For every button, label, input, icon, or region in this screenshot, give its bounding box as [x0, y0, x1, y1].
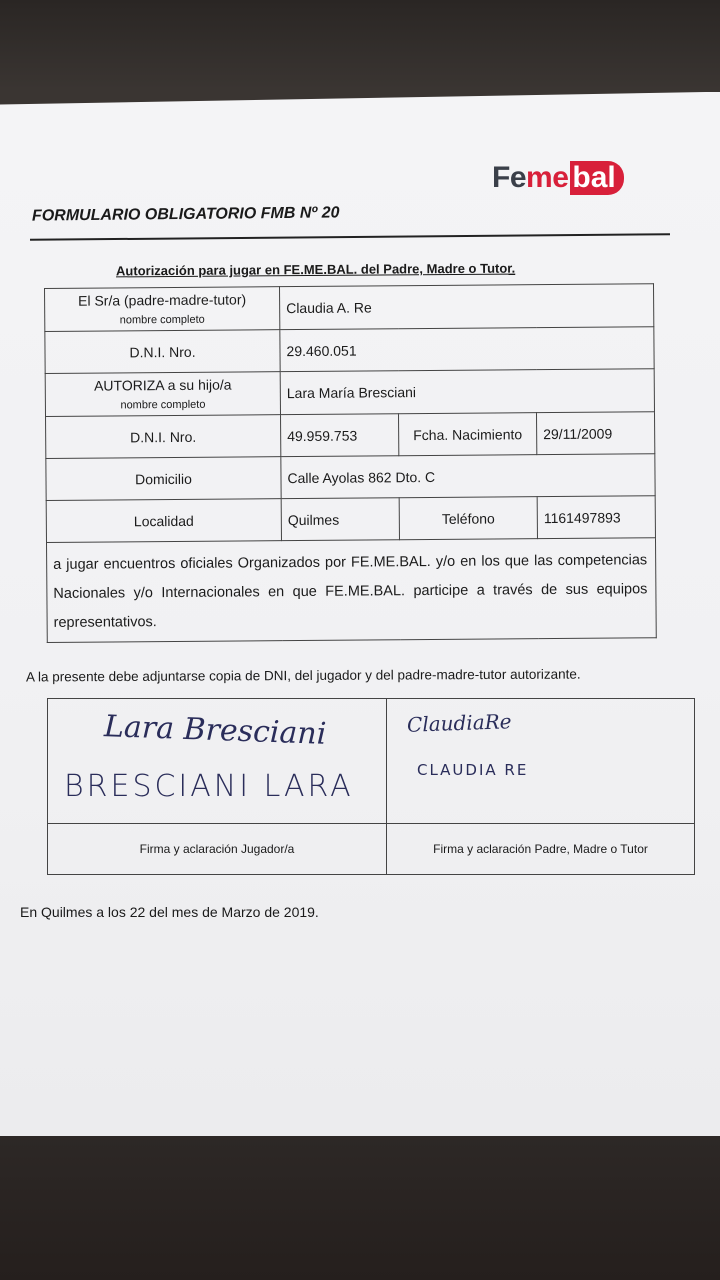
- child-name-value: Lara María Bresciani: [280, 369, 654, 415]
- child-dni-value: 49.959.753: [281, 414, 399, 457]
- parent-dni-label: D.N.I. Nro.: [45, 330, 280, 374]
- parent-name-value: Claudia A. Re: [279, 284, 653, 330]
- parent-signature: ClaudiaRe: [406, 709, 512, 737]
- parent-name-sublabel: nombre completo: [119, 313, 205, 327]
- parent-signature-label: Firma y aclaración Padre, Madre o Tutor: [387, 824, 695, 875]
- attachment-note: A la presente debe adjuntarse copia de DNI, del jugador y del padre-madre-tutor autorizante.: [25, 666, 581, 685]
- table-surface: [0, 1136, 720, 1280]
- parent-signature-cell: [387, 699, 695, 824]
- locality-value: Quilmes: [281, 498, 399, 541]
- form-title: FORMULARIO OBLIGATORIO FMB Nº 20: [31, 204, 340, 225]
- parent-dni-value: 29.460.051: [280, 327, 654, 372]
- femebal-logo: [492, 158, 624, 198]
- player-signature: Lara Bresciani: [103, 709, 327, 752]
- signature-table: [47, 698, 695, 875]
- phone-label: Teléfono: [399, 497, 537, 540]
- locality-label: Localidad: [46, 499, 281, 543]
- child-name-sublabel: nombre completo: [120, 398, 206, 412]
- birth-date-label: Fcha. Nacimiento: [398, 413, 536, 456]
- child-name-label-cell: [45, 372, 280, 417]
- parent-name-label: El Sr/a (padre-madre-tutor): [78, 291, 247, 309]
- phone-value: 1161497893: [537, 496, 655, 539]
- player-signature-label: Firma y aclaración Jugador/a: [48, 824, 387, 875]
- parent-clarification: CLAUDIA RE: [417, 761, 529, 779]
- logo-text-fe: Fe: [492, 161, 527, 194]
- birth-date-value: 29/11/2009: [536, 412, 654, 455]
- parent-name-label-cell: [45, 287, 280, 332]
- logo-text-me: me: [526, 161, 569, 194]
- player-signature-cell: [48, 699, 387, 824]
- address-value: Calle Ayolas 862 Dto. C: [281, 454, 655, 499]
- address-label: Domicilio: [46, 457, 281, 501]
- form-subtitle: Autorización para jugar en FE.ME.BAL. del Padre, Madre o Tutor.: [115, 260, 516, 279]
- authorization-paragraph: a jugar encuentros oficiales Organizados por FE.ME.BAL. y/o en los que las competencias Nacionales y/o Internacionales en que FE.ME.BAL. participe a través de sus equipos representativos.: [46, 538, 656, 643]
- child-name-label: AUTORIZA a su hijo/a: [93, 376, 232, 394]
- logo-text-bal: bal: [570, 161, 623, 195]
- place-date-line: En Quilmes a los 22 del mes de Marzo de 2019.: [20, 904, 319, 920]
- authorization-table: [44, 283, 657, 643]
- child-dni-label: D.N.I. Nro.: [46, 415, 281, 459]
- player-clarification: BRESCIANI LARA: [64, 769, 354, 804]
